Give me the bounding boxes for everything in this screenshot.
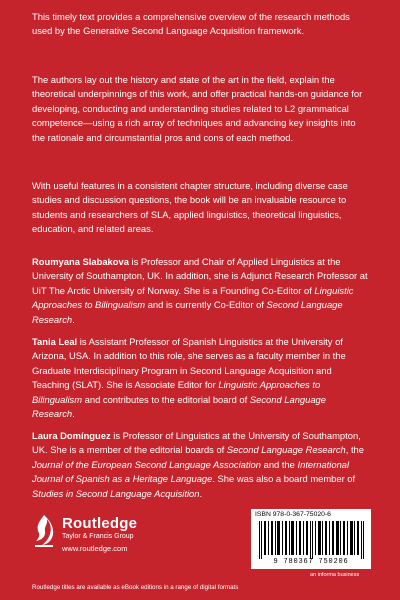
barcode-icon [259,521,365,559]
barcode-digits: 9 780367 750206 [273,558,349,566]
journal-title: International Journal of Spanish as a Heritage Language [32,458,350,485]
publisher-name: Routledge [62,515,138,532]
publisher-url: www.routledge.com [62,544,128,553]
bio-text: is Assistant Professor of Spanish Linguistics at the University of Arizona, USA. In addition to this role, she serves as a faculty member in the Graduate Interdisciplinary Program in Second Language Acquisition and Teaching (SLAT). She is Associate Editor for [32,336,346,391]
description-paragraph-1: This timely text provides a comprehensive overview of the research methods used by the Generative Second Language Acquisition framework. [32,11,350,37]
publisher-subtitle: Taylor & Francis Group [62,533,134,540]
informa-tagline: an informa business [310,572,360,578]
journal-title: Second Language Research [32,393,326,420]
bio-text: and is currently Co-Editor of [145,299,267,311]
description-paragraph-3: With useful features in a consistent chapter structure, including diverse case studies and discussion questions, the book will be an invaluable resource to students and researchers of SLA, applied linguistics, theoretical linguistics, education, and related areas. [32,180,348,235]
bio-text: . [199,487,203,499]
bio-text: . [72,313,75,325]
journal-title: Journal of the European Second Language Association [32,458,261,470]
author-name: Laura Domínguez [32,430,111,441]
bio-text: . [72,408,75,420]
author-name: Roumyana Slabakova [32,256,129,267]
bio-text: . She was also a board member of [212,473,356,485]
ebook-note: Routledge titles are available as eBook editions in a range of digital formats [32,584,239,591]
journal-title: Second Language Research [32,299,343,325]
author-bio-leal [32,335,368,421]
journal-title: Linguistic Approaches to Bilingualism [32,379,321,405]
bio-text: and contributes to the editorial board of [82,393,250,405]
bio-text: is Professor and Chair of Applied Linguistics at the University of Southampton, UK. In addition, she is Adjunct Research Professor at UiT The Arctic University of Norway. She is a Founding Co-Editor of [32,256,368,296]
description-paragraph-2: The authors lay out the history and state of the art in the field, explain the theoretical underpinnings of this work, and offer practical hands-on guidance for developing, conducting and understanding studies related to L2 grammatical competence—using a rich array of techniques and advancing key insights into the rationale and circumstantial pros and cons of each method. [32,74,363,143]
routledge-flame-icon [32,513,56,549]
bio-text: , the [345,444,364,456]
bio-text: is Professor of Linguistics at the University of Southampton, UK. She is a member of the editorial boards of [32,430,361,456]
author-bio-slabakova [32,255,368,327]
journal-title: Studies in Second Language Acquisition [32,487,200,499]
isbn-label: ISBN 978-0-367-75020-6 [255,511,331,518]
bio-text: and the [261,458,298,470]
author-bio-dominguez [32,429,368,501]
journal-title: Linguistic Approaches to Bilingualism [32,284,354,311]
isbn-barcode [251,509,371,569]
journal-title: Second Language Research [226,444,346,456]
author-name: Tania Leal [32,336,78,347]
